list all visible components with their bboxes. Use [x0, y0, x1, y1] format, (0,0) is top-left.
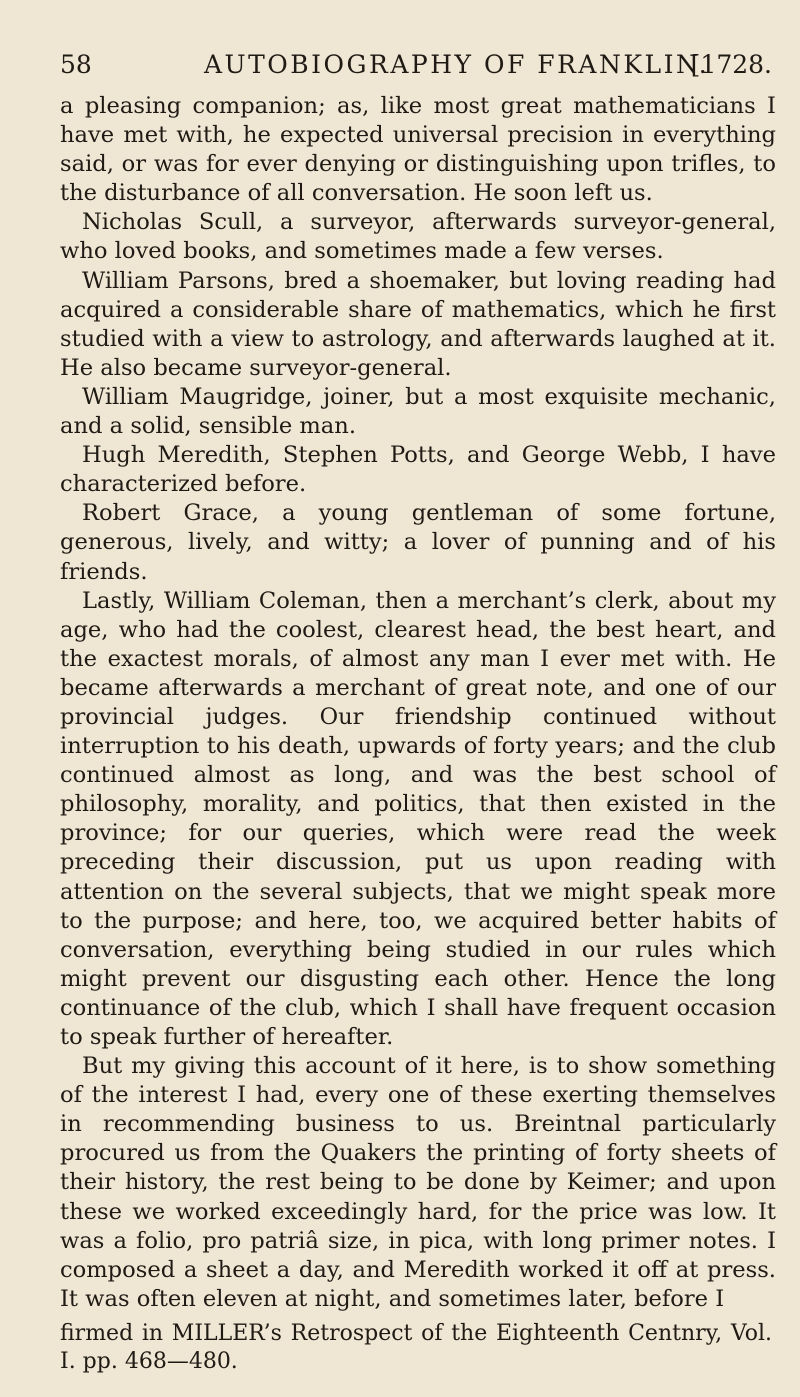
paragraph: Hugh Meredith, Stephen Potts, and George Webb, I have characterized before. — [60, 442, 776, 498]
paragraph: Lastly, William Coleman, then a merchant’s clerk, about my age, who had the coolest, clearest head, the best heart, and the exactest morals, of almost any man I ever met with. He became afterwards a merchant of great note, and one of our provincial judges. Our friendship continued without interruption to his death, upwards of forty years; and the club continued almost as long, and was the best school of philosophy, morality, and politics, that then existed in the province; for our queries, which were read the week preceding their discussion, put us upon reading with attention on the several subjects, that we might speak more to the purpose; and here, too, we acquired better habits of conversation, everything being studied in our rules which might prevent our disgusting each other. Hence the long continuance of the club, which I shall have frequent occasion to speak further of hereafter. — [60, 587, 776, 1050]
page-number: 58 — [60, 50, 92, 79]
running-title: AUTOBIOGRAPHY OF FRANKLIN. — [204, 50, 710, 79]
footnote — [60, 1320, 772, 1376]
paragraph: Robert Grace, a young gentleman of some fortune, generous, lively, and witty; a lover of punning and of his friends. — [60, 500, 776, 585]
body-text — [60, 92, 776, 1314]
header-year: [1728. — [690, 50, 772, 79]
paragraph: But my giving this account of it here, is to show something of the interest I had, every one of these exerting themselves in recommending business to us. Breintnal particularly procured us from the Quakers the printing of forty sheets of their history, the rest being to be done by Keimer; and upon these we worked exceedingly hard, for the price was low. It was a folio, pro patriâ size, in pica, with long primer notes. I composed a sheet a day, and Meredith worked it off at press. It was often eleven at night, and sometimes later, before I — [60, 1053, 776, 1312]
page-header — [60, 44, 772, 84]
footnote-text: firmed in MILLER’s Retrospect of the Eighteenth Centnry, Vol. I. pp. 468—480. — [60, 1321, 772, 1374]
paragraph: William Maugridge, joiner, but a most exquisite mechanic, and a solid, sensible man. — [60, 383, 776, 440]
paragraph: a pleasing companion; as, like most great mathematicians I have met with, he expected universal precision in everything said, or was for ever denying or distinguishing upon trifles, to the disturbance of all conversation. He soon left us. — [60, 93, 776, 207]
paragraph: William Parsons, bred a shoemaker, but loving reading had acquired a considerable share of mathematics, which he first studied with a view to astrology, and afterwards laughed at it. He also became surveyor-general. — [60, 267, 776, 381]
paragraph: Nicholas Scull, a surveyor, afterwards surveyor-general, who loved books, and sometimes made a few verses. — [60, 209, 776, 265]
